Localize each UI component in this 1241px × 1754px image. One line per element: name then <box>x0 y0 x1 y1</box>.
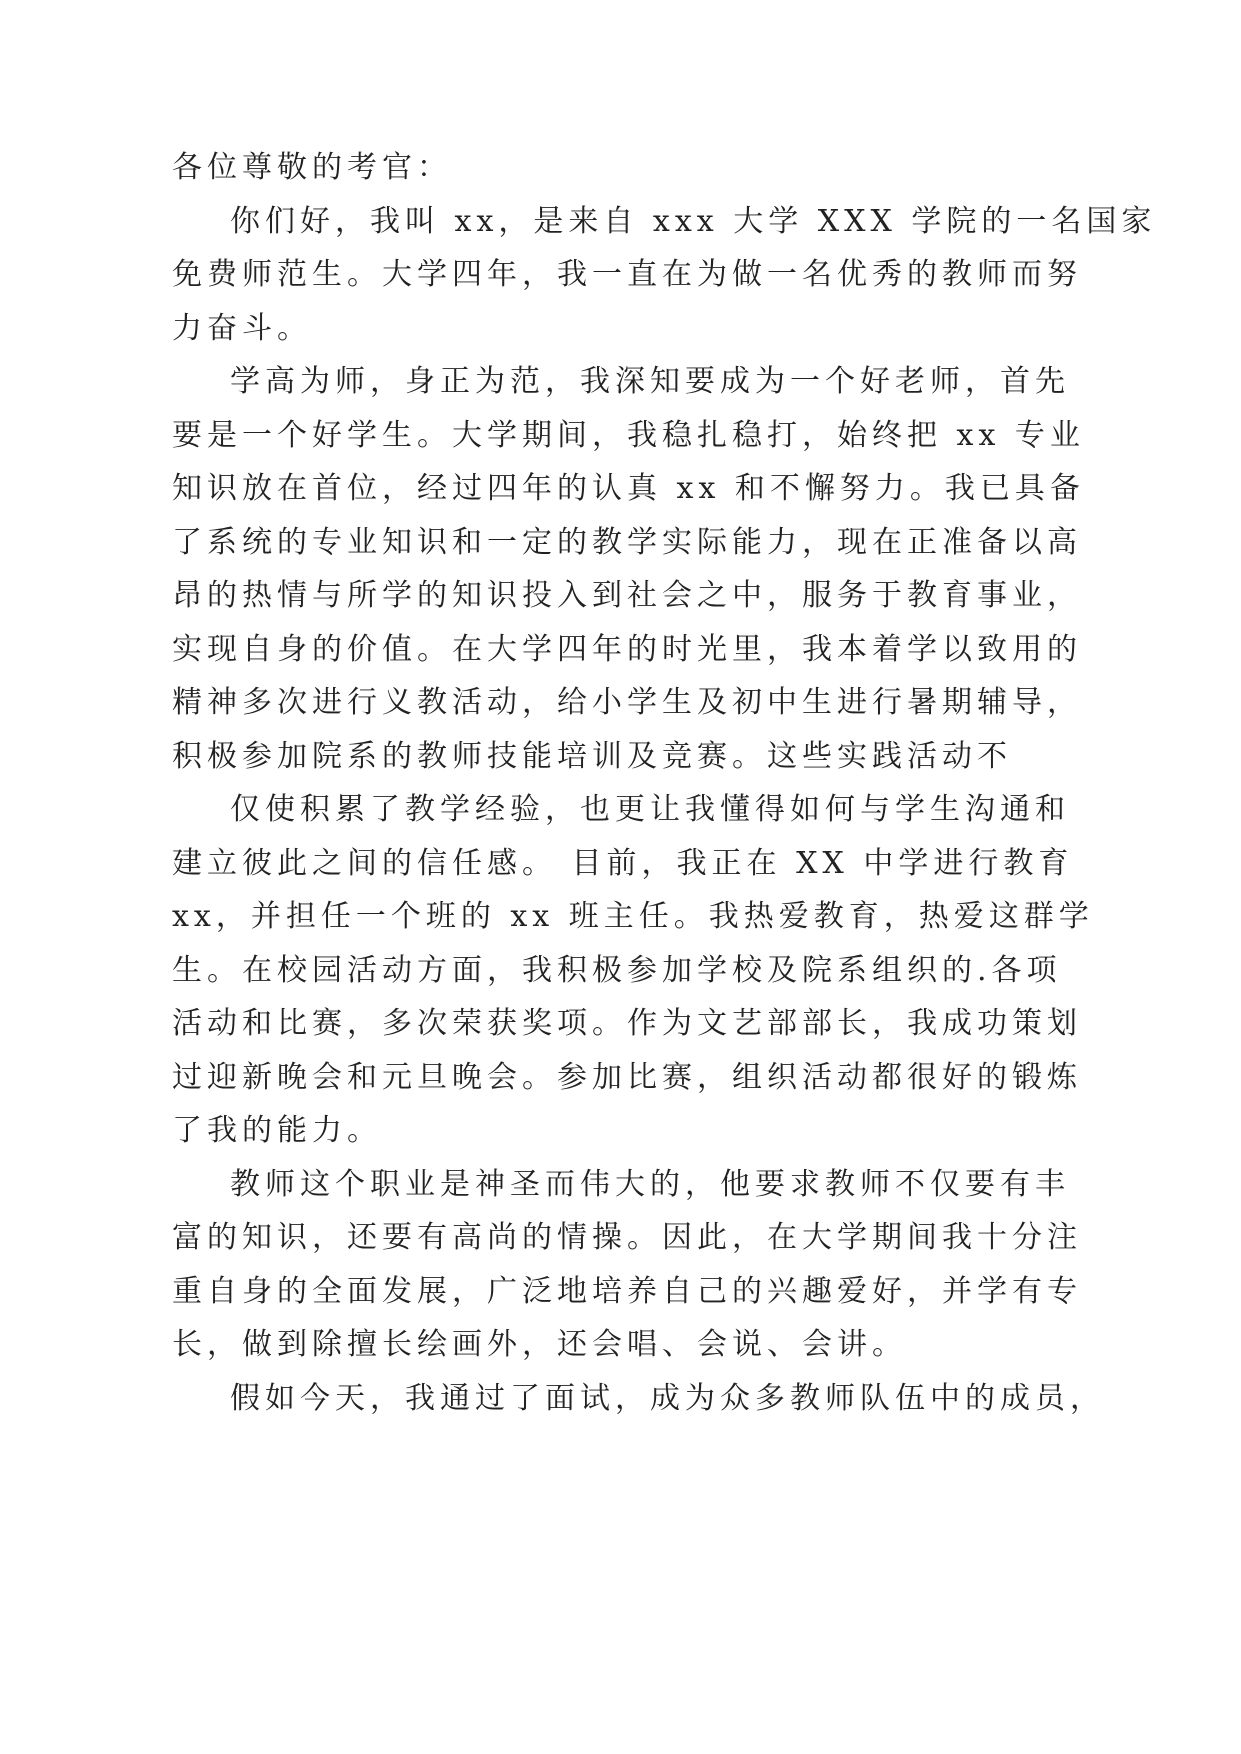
paragraph-4-line-2: 富的知识，还要有高尚的情操。因此，在大学期间我十分注 <box>172 1220 1082 1255</box>
paragraph-4-line-3: 重自身的全面发展，广泛地培养自己的兴趣爱好，并学有专 <box>172 1274 1082 1309</box>
paragraph-2-line-1: 学高为师，身正为范，我深知要成为一个好老师，首先 <box>230 364 1070 399</box>
paragraph-4-line-4: 长，做到除擅长绘画外，还会唱、会说、会讲。 <box>172 1327 907 1362</box>
paragraph-2-line-8: 积极参加院系的教师技能培训及竞赛。这些实践活动不 <box>172 739 1012 774</box>
paragraph-1-line-1: 你们好，我叫 xx，是来自 xxx 大学 XXX 学院的一名国家 <box>230 204 1157 239</box>
salutation: 各位尊敬的考官： <box>172 150 452 185</box>
paragraph-3-line-5: 活动和比赛，多次荣获奖项。作为文艺部部长，我成功策划 <box>172 1006 1082 1041</box>
paragraph-1-line-3: 力奋斗。 <box>172 311 312 346</box>
paragraph-3-line-3: xx，并担任一个班的 xx 班主任。我热爱教育，热爱这群学 <box>172 899 1094 934</box>
paragraph-3-line-1: 仅使积累了教学经验，也更让我懂得如何与学生沟通和 <box>230 792 1070 827</box>
paragraph-2-line-7: 精神多次进行义教活动，给小学生及初中生进行暑期辅导， <box>172 685 1082 720</box>
paragraph-3-line-2: 建立彼此之间的信任感。 目前，我正在 XX 中学进行教育 <box>172 846 1074 881</box>
paragraph-2-line-4: 了系统的专业知识和一定的教学实际能力，现在正准备以高 <box>172 525 1082 560</box>
paragraph-3-line-7: 了我的能力。 <box>172 1113 382 1148</box>
paragraph-2-line-6: 实现自身的价值。在大学四年的时光里，我本着学以致用的 <box>172 632 1082 667</box>
paragraph-2-line-2: 要是一个好学生。大学期间，我稳扎稳打，始终把 xx 专业 <box>172 418 1085 453</box>
paragraph-2-line-5: 昂的热情与所学的知识投入到社会之中，服务于教育事业， <box>172 578 1082 613</box>
paragraph-2-line-3: 知识放在首位，经过四年的认真 xx 和不懈努力。我已具备 <box>172 471 1085 506</box>
paragraph-5-line-1: 假如今天，我通过了面试，成为众多教师队伍中的成员， <box>230 1381 1105 1416</box>
paragraph-4-line-1: 教师这个职业是神圣而伟大的，他要求教师不仅要有丰 <box>230 1167 1070 1202</box>
paragraph-3-line-4: 生。在校园活动方面，我积极参加学校及院系组织的.各项 <box>172 953 1062 988</box>
paragraph-1-line-2: 免费师范生。大学四年，我一直在为做一名优秀的教师而努 <box>172 257 1082 292</box>
paragraph-3-line-6: 过迎新晚会和元旦晚会。参加比赛，组织活动都很好的锻炼 <box>172 1060 1082 1095</box>
